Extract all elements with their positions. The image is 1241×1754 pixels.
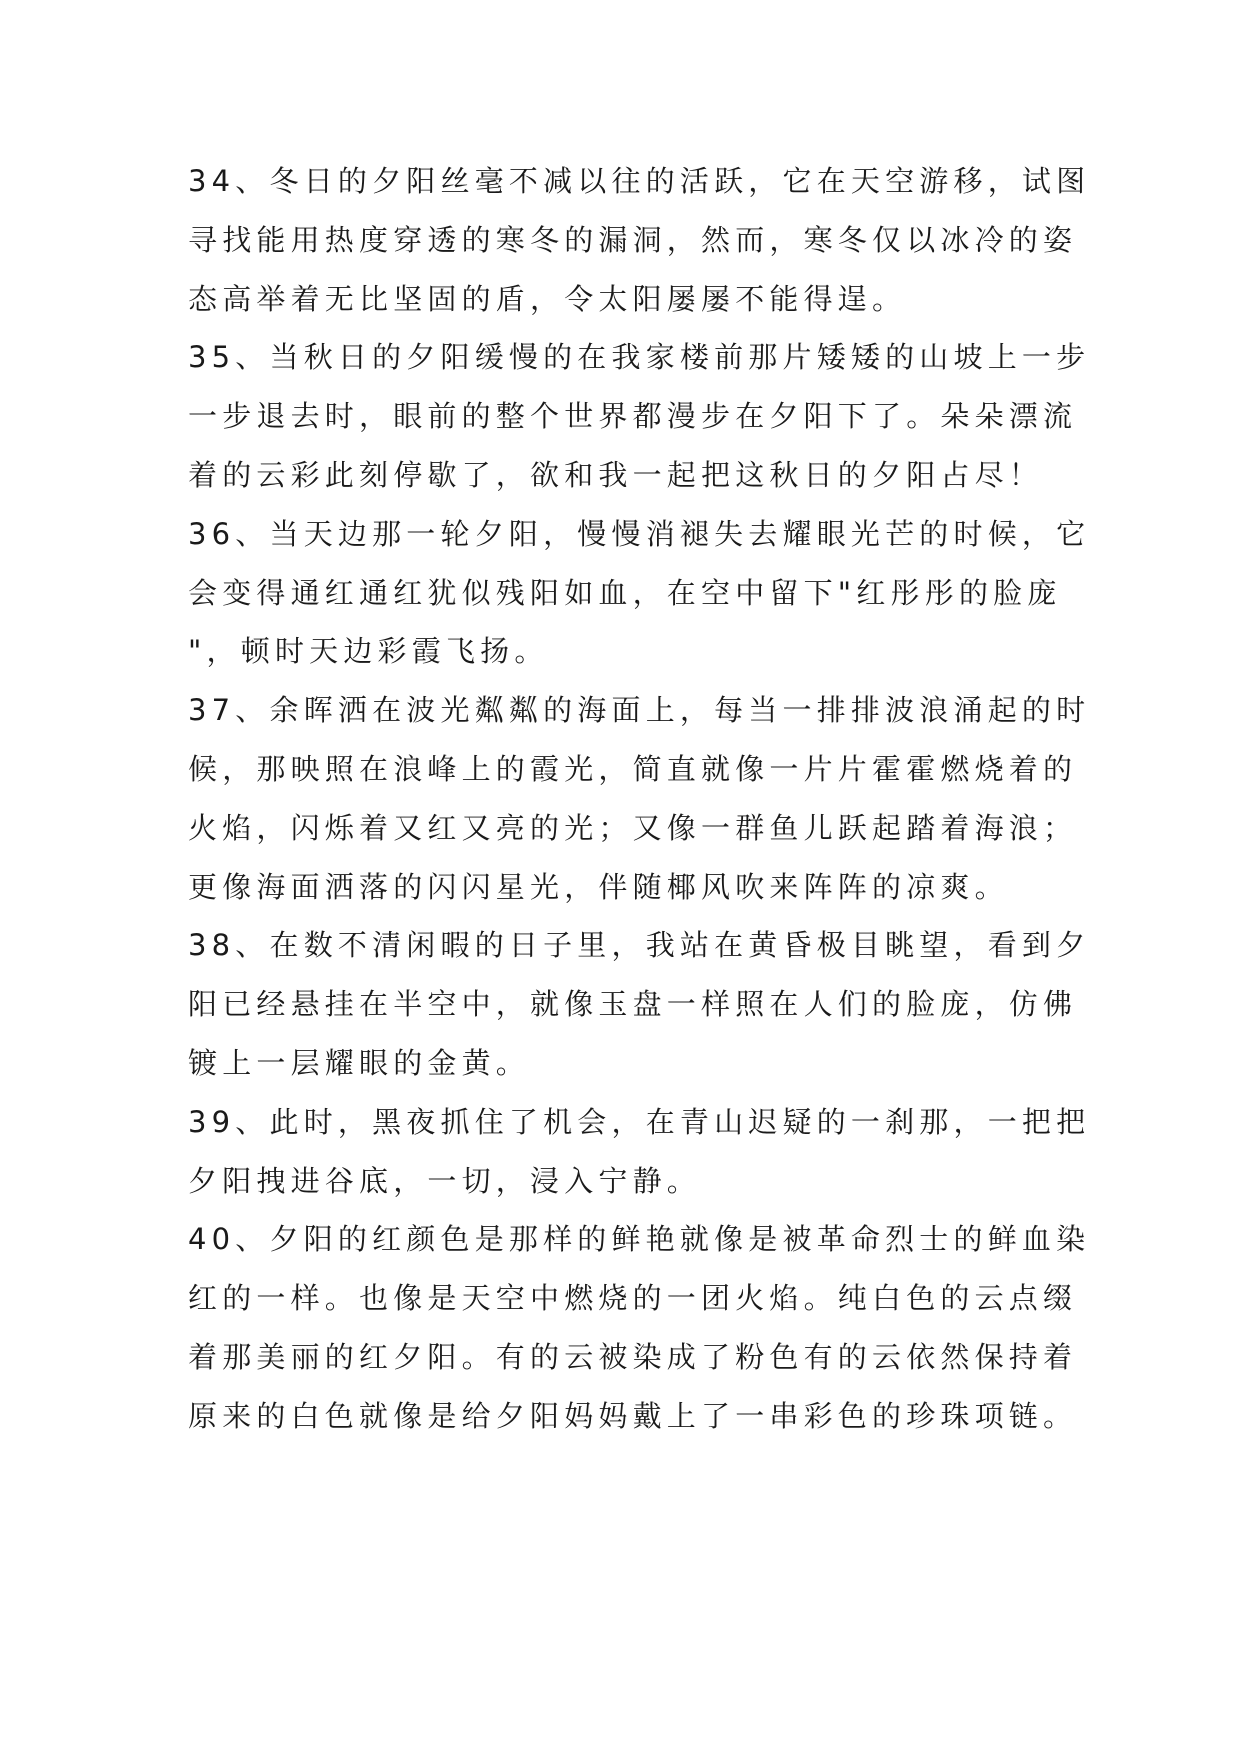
text-line: 35、当秋日的夕阳缓慢的在我家楼前那片矮矮的山坡上一步 (188, 340, 1091, 375)
text-line: 着的云彩此刻停歇了，欲和我一起把这秋日的夕阳占尽！ (188, 457, 1044, 492)
text-line: 镀上一层耀眼的金黄。 (188, 1045, 531, 1080)
paragraph-34 (188, 152, 1091, 328)
paragraph-37 (188, 681, 1091, 916)
text-line: "，顿时天边彩霞飞扬。 (188, 634, 549, 669)
text-line: 候，那映照在浪峰上的霞光，简直就像一片片霍霍燃烧着的 (188, 751, 1078, 786)
text-line: 红的一样。也像是天空中燃烧的一团火焰。纯白色的云点缀 (188, 1281, 1078, 1316)
text-line: 34、冬日的夕阳丝毫不减以往的活跃，它在天空游移，试图 (188, 164, 1091, 198)
text-line: 36、当天边那一轮夕阳，慢慢消褪失去耀眼光芒的时候，它 (188, 516, 1091, 551)
text-line: 40、夕阳的红颜色是那样的鲜艳就像是被革命烈士的鲜血染 (188, 1222, 1091, 1257)
text-line: 会变得通红通红犹似残阳如血，在空中留下"红彤彤的脸庞 (188, 575, 1062, 610)
paragraph-35 (188, 328, 1091, 504)
text-line: 一步退去时，眼前的整个世界都漫步在夕阳下了。朵朵漂流 (188, 399, 1078, 434)
paragraph-36 (188, 505, 1091, 681)
text-line: 阳已经悬挂在半空中，就像玉盘一样照在人们的脸庞，仿佛 (188, 987, 1078, 1022)
text-line: 39、此时，黑夜抓住了机会，在青山迟疑的一刹那，一把把 (188, 1104, 1091, 1139)
document-body (188, 152, 1091, 1446)
text-line: 态高举着无比坚固的盾，令太阳屡屡不能得逞。 (188, 281, 907, 316)
text-line: 寻找能用热度穿透的寒冬的漏洞，然而，寒冬仅以冰冷的姿 (188, 222, 1078, 257)
text-line: 原来的白色就像是给夕阳妈妈戴上了一串彩色的珍珠项链。 (188, 1398, 1078, 1433)
text-line: 夕阳拽进谷底，一切，浸入宁静。 (188, 1163, 702, 1198)
paragraph-39 (188, 1093, 1091, 1211)
paragraph-40 (188, 1210, 1091, 1445)
text-line: 火焰，闪烁着又红又亮的光；又像一群鱼儿跃起踏着海浪； (188, 810, 1078, 845)
text-line: 38、在数不清闲暇的日子里，我站在黄昏极目眺望，看到夕 (188, 928, 1091, 963)
paragraph-38 (188, 916, 1091, 1092)
text-line: 着那美丽的红夕阳。有的云被染成了粉色有的云依然保持着 (188, 1339, 1078, 1374)
text-line: 37、余晖洒在波光粼粼的海面上，每当一排排波浪涌起的时 (188, 693, 1091, 728)
text-line: 更像海面洒落的闪闪星光，伴随椰风吹来阵阵的凉爽。 (188, 869, 1009, 904)
